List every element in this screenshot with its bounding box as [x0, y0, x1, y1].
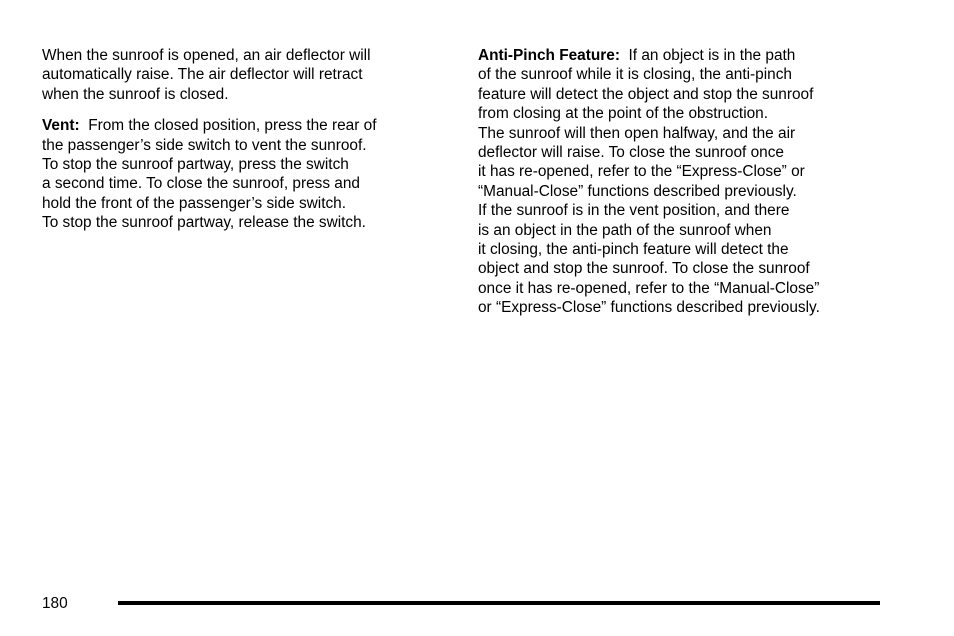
- anti-pinch-text: If an object is in the path: [619, 47, 796, 64]
- text-line: The sunroof will then open halfway, and the air: [478, 124, 796, 142]
- text-line: is an object in the path of the sunroof when: [478, 221, 772, 239]
- text-line: a second time. To close the sunroof, press and: [42, 175, 360, 193]
- text-line: automatically raise. The air deflector will retract: [42, 66, 363, 84]
- anti-pinch-paragraph: [478, 46, 898, 318]
- text-line: When the sunroof is opened, an air deflector will: [42, 47, 371, 64]
- page-number: 180: [42, 595, 68, 612]
- text-line: [478, 46, 898, 65]
- text-line: the passenger’s side switch to vent the sunroof.: [42, 136, 367, 154]
- text-line: from closing at the point of the obstruction.: [478, 105, 769, 123]
- text-line: once it has re-opened, refer to the “Manual-Close”: [478, 279, 820, 297]
- text-line: object and stop the sunroof. To close the sunroof: [478, 260, 810, 278]
- text-line: To stop the sunroof partway, release the switch.: [42, 214, 366, 232]
- text-line: “Manual-Close” functions described previously.: [478, 182, 797, 200]
- text-line: If the sunroof is in the vent position, and there: [478, 202, 790, 220]
- text-line: or “Express-Close” functions described previously.: [478, 299, 820, 317]
- footer-rule: [118, 601, 880, 605]
- vent-paragraph: [42, 116, 452, 232]
- vent-text: From the closed position, press the rear of: [79, 117, 377, 135]
- text-line: [42, 116, 452, 135]
- text-line: it closing, the anti-pinch feature will detect the: [478, 241, 789, 259]
- text-line: feature will detect the object and stop the sunroof: [478, 85, 814, 103]
- text-line: deflector will raise. To close the sunroof once: [478, 144, 784, 162]
- left-column: [42, 46, 452, 233]
- text-line: hold the front of the passenger’s side switch.: [42, 194, 347, 212]
- text-line: To stop the sunroof partway, press the switch: [42, 156, 349, 174]
- text-line: of the sunroof while it is closing, the anti-pinch: [478, 66, 792, 84]
- text-line: when the sunroof is closed.: [42, 85, 229, 103]
- anti-pinch-heading: Anti-Pinch Feature:: [478, 47, 620, 64]
- text-line: it has re-opened, refer to the “Express-Close” or: [478, 163, 805, 181]
- intro-paragraph: [42, 46, 452, 104]
- vent-heading: Vent:: [42, 117, 80, 135]
- right-column: [478, 46, 898, 318]
